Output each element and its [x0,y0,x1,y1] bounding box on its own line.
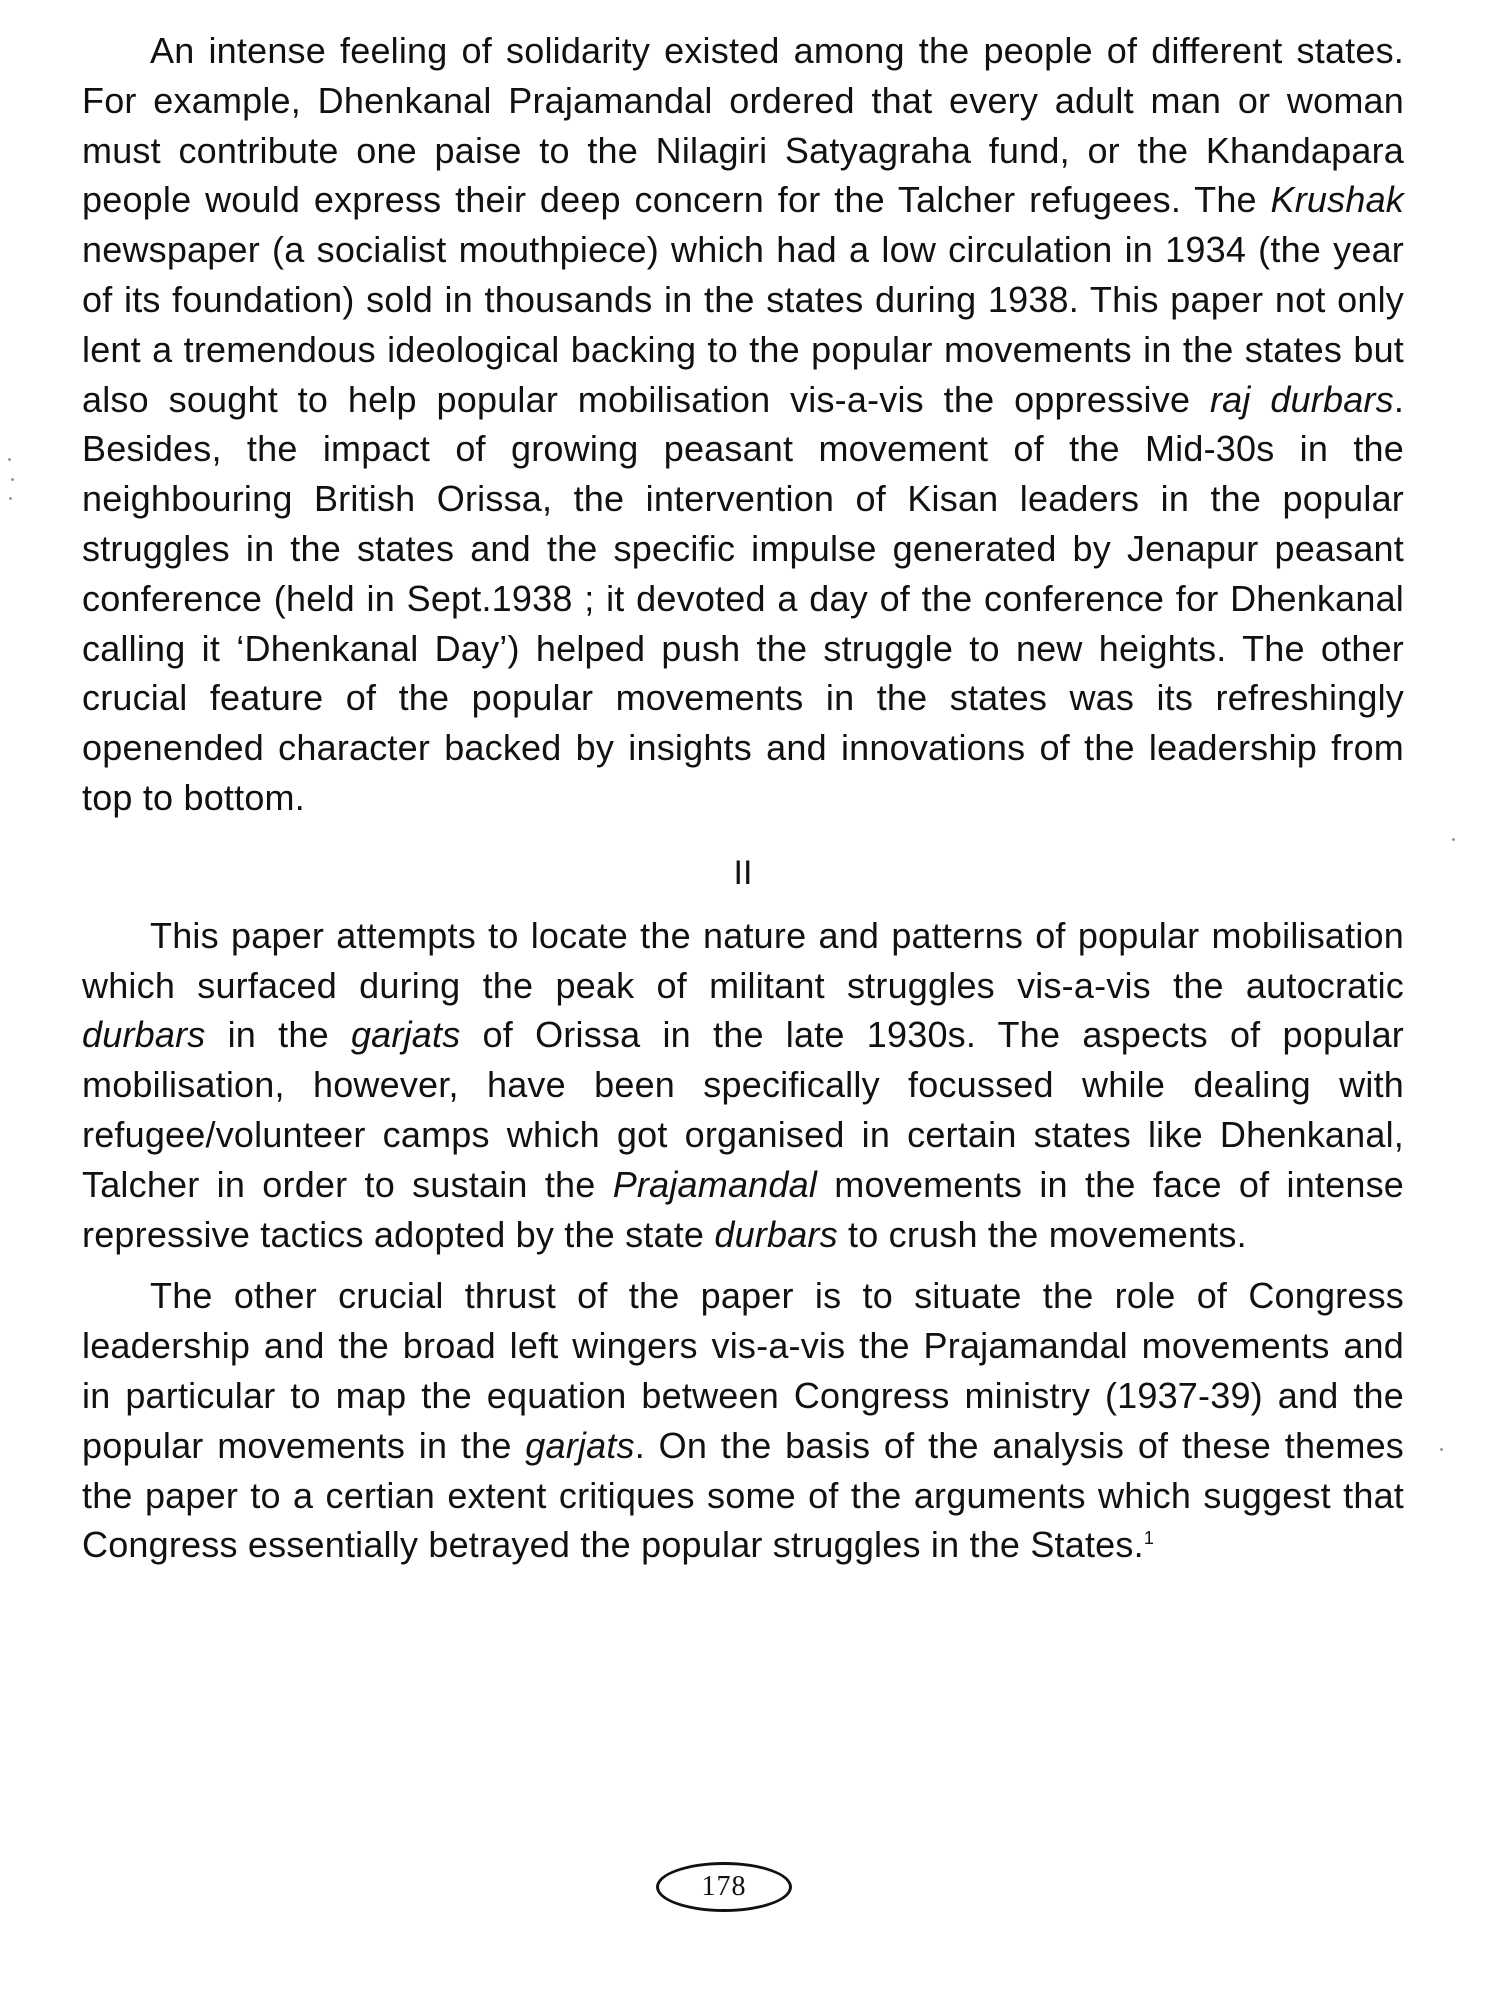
paragraph-1 [82,26,1404,823]
krushak-italic: Krushak [1270,179,1404,221]
paragraph-1-text-2: newspaper (a socialist mouthpiece) which had a low circulation in 1934 (the year of its foundation) sold in thousands in the states during 1938. This paper not only lent a tremendous ideological backing to the popular movements in the states but also sought to help popular mobilisation vis-a-vis the oppressive [82,229,1404,420]
paragraph-2-text-1: This paper attempts to locate the nature and patterns of popular mobilisation which surfaced during the peak of militant struggles vis-a-vis the autocratic [82,914,1404,1006]
page-number: 178 [701,1871,747,1902]
section-marker: II [733,853,753,892]
durbars-italic-2: durbars [714,1213,838,1255]
durbars-italic: durbars [82,1014,206,1056]
scan-speck [9,497,12,500]
paragraph-1-text-3: . Besides, the impact of growing peasant movement of the Mid-30s in the neighbouring British Orissa, the intervention of Kisan leaders in the popular struggles in the states and the specific impulse generated by Jenapur peasant conference (held in Sept.1938 ; it devoted a day of the conference for Dhenkanal calling it ‘Dhenkanal Day’) helped push the struggle to new heights. The other crucial feature of the popular movements in the states was its refreshingly openended character backed by insights and innovations of the leadership from top to bottom. [82,378,1405,818]
scan-speck [8,458,11,461]
paragraph-3 [82,1271,1404,1570]
scan-speck [1452,838,1455,841]
scan-speck [11,478,14,481]
garjats-italic-2: garjats [525,1424,635,1466]
paragraph-2-text-5: to crush the movements. [837,1213,1247,1255]
paragraph-2 [82,911,1404,1260]
garjats-italic: garjats [350,1014,461,1056]
paragraph-2-text-2: in the [205,1014,351,1056]
document-page [82,26,1404,1570]
prajamandal-italic: Prajamandal [612,1163,818,1205]
scan-speck [1440,1448,1443,1451]
footnote-reference: 1 [1143,1528,1155,1549]
page-number-badge [656,1862,792,1912]
paragraph-1-text-1: An intense feeling of solidarity existed among the people of different states. For example, Dhenkanal Prajamandal ordered that every adult man or woman must contribute one paise to the Nilagiri Satyagraha fund, or the Khandapara people would express their deep concern for the Talcher refugees. The [82,30,1404,221]
paragraph-3-text-1: The other crucial thrust of the paper is to situate the role of Congress leadership and the broad left wingers vis-a-vis the Prajamandal movements and in particular to map the equation between Congress ministry (1937-39) and the popular movements in the [82,1275,1404,1466]
paragraph-2-text-3: of Orissa in the late 1930s. The aspects of popular mobilisation, however, have been specifically focussed while dealing with refugee/volunteer camps which got organised in certain states like Dhenkanal, Talcher in order to sustain the [82,1014,1404,1205]
paragraph-2-text-4: movements in the face of intense repressive tactics adopted by the state [82,1163,1404,1255]
paragraph-3-text-2: . On the basis of the analysis of these themes the paper to a certian extent critiques some of the arguments which suggest that Congress essentially betrayed the popular struggles in the States. [82,1424,1404,1566]
raj-durbars-italic: raj durbars [1209,378,1394,420]
